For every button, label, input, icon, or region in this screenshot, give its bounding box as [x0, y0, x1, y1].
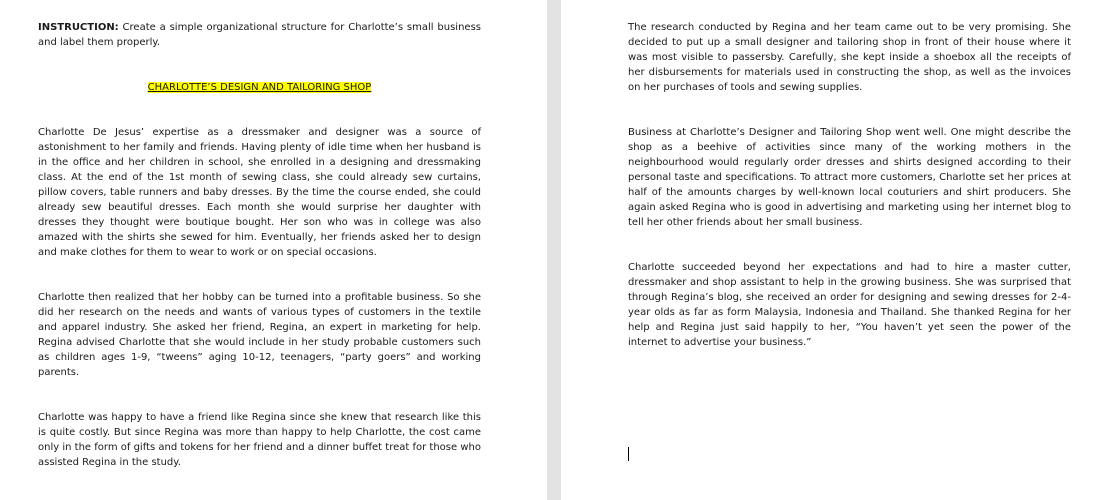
paragraph: Charlotte succeeded beyond her expectations and had to hire a master cutter, dressmaker and shop assistant to help in the growing business. She was surprised that through Regina’s blog, she received an order for designing and sewing dresses for 2-4-year olds as far as form Malaysia, Indonesia and Thailand. She thanked Regina for her help and Regina just said happily to her, “You haven’t yet seen the power of the internet to advertise your business.” [628, 262, 1071, 348]
instruction-text: Create a simple organizational structure for Charlotte’s small business and label them properly. [38, 22, 481, 48]
paragraph: The research conducted by Regina and her team came out to be very promising. She decided to put up a small designer and tailoring shop in front of their house where it was most visible to passersby. Carefully, she kept inside a shoebox all the receipts of her disbursements for materials used in constructing the shop, as well as the invoices on her purchases of tools and sewing supplies. [628, 22, 1071, 93]
text-cursor[interactable] [628, 447, 629, 461]
title-container [38, 80, 481, 95]
instruction-label: INSTRUCTION: [38, 22, 119, 33]
paragraph: Charlotte then realized that her hobby can be turned into a profitable business. So she did her research on the needs and wants of various types of customers in the textile and apparel industry. She asked her friend, Regina, an expert in marketing for help. Regina advised Charlotte that she would include in her study probable customers such as children ages 1-9, “tweens” aging 10-12, teenagers, “party goers” and working parents. [38, 292, 481, 378]
page-gutter [547, 0, 561, 500]
paragraph: Charlotte De Jesus’ expertise as a dressmaker and designer was a source of astonishment to her family and friends. Having plenty of idle time when her husband is in the office and her children in school, she enrolled in a designing and dressmaking class. At the end of the 1st month of sewing class, she could already sew curtains, pillow covers, table runners and baby dresses. By the time the course ended, she could already sew beautiful dresses. Each month she would surprise her daughter with dresses they thought were boutique bought. Her son who was in college was also amazed with the shirts she sewed for him. Eventually, her friends asked her to design and make clothes for them to wear to work or on special occasions. [38, 127, 481, 258]
page-right-content [628, 20, 1071, 350]
instruction [38, 20, 481, 50]
document-page-left [0, 0, 547, 500]
paragraph: Charlotte was happy to have a friend like Regina since she knew that research like this is quite costly. But since Regina was more than happy to help Charlotte, the cost came only in the form of gifts and tokens for her friend and a dinner buffet treat for those who assisted Regina in the study. [38, 412, 481, 468]
paragraph: Business at Charlotte’s Designer and Tailoring Shop went well. One might describe the shop as a beehive of activities since many of the working mothers in the neighbourhood would regularly order dresses and shirts designed according to their personal taste and specifications. To attract more customers, Charlotte set her prices at half of the amounts charges by well-known local couturiers and shirt producers. She again asked Regina who is good in advertising and marketing using her internet blog to tell her other friends about her small business. [628, 127, 1071, 228]
document-title: CHARLOTTE’S DESIGN AND TAILORING SHOP [147, 82, 372, 93]
document-page-right [561, 0, 1095, 500]
page-left-content [38, 20, 481, 470]
